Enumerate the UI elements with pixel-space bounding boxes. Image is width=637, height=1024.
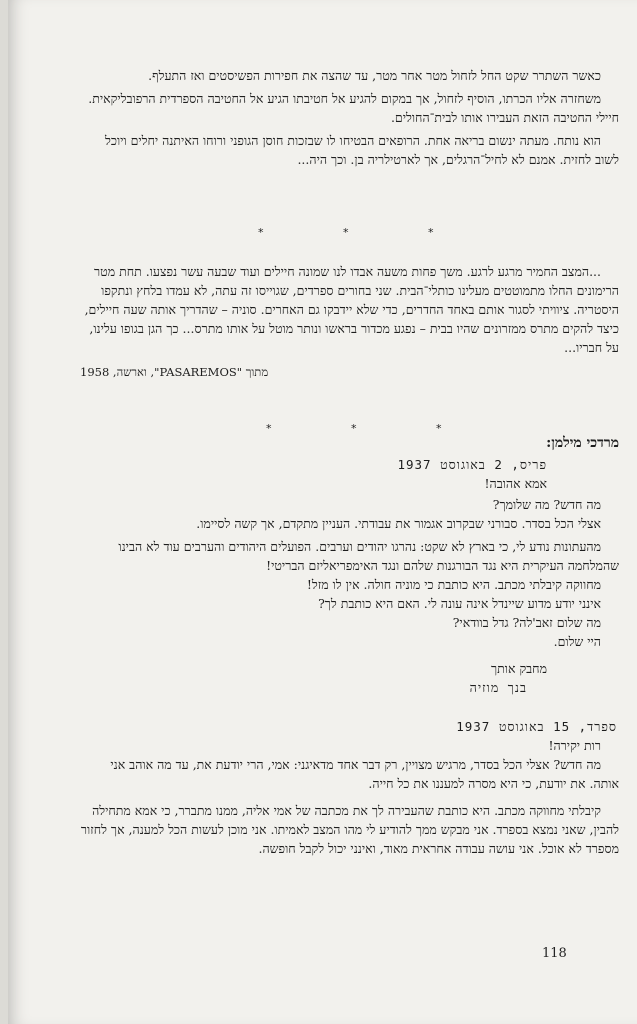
letter-line: מה חדש? אצלי הכל בסדר, מרגיש מצויין, רק דבר אחד מדאיגני: אמי, הרי יודעת את, עד מה אוהב אני אותה. את יודעת, כי היא מסרה למעננו את כל חייה. xyxy=(110,757,619,791)
letter-dateline: ספרד, 15 באוגוסט 1937 xyxy=(456,719,617,734)
section-divider: * * * xyxy=(258,226,472,239)
paragraph: כאשר השתרר שקט החל לזחול מטר אחר מטר, עד שהצה את חפירות הפשיסטים ואז התעלף. xyxy=(148,68,601,83)
letter-line: מה חדש? מה שלומך? xyxy=(492,497,601,512)
paragraph: משחזרה אליו הכרתו, הוסיף לזחול, אך במקום להגיע אל חטיבתו הגיע אל החטיבה הספרדית הרפובליקאית. חיילי החטיבה הזאת העבירו אותו לבית־החולים. xyxy=(88,91,619,125)
letter-closing: מחבק אותך xyxy=(491,661,547,676)
section-battle-excerpt xyxy=(80,262,619,382)
page-number: 118 xyxy=(542,946,567,961)
section-wounded-soldier xyxy=(80,66,619,169)
letter-dateline: פריס, 2 באוגוסט 1937 xyxy=(397,457,547,472)
author-heading: מרדכי מילמן: xyxy=(546,435,619,451)
letter-salutation: אמא אהובה! xyxy=(484,476,547,491)
book-page xyxy=(8,0,637,1024)
section-letters xyxy=(80,434,619,858)
letter-line: אינני יודע מדוע שיינדל אינה עונה לי. האם היא כותבת לך? xyxy=(318,596,601,611)
letter-line: מחווקה קיבלתי מכתב. היא כותבת כי מוניה חולה. אין לו מזל! xyxy=(306,577,601,592)
letter-line: היי שלום. xyxy=(553,634,601,649)
letter-line: מהעתונות נודע לי, כי בארץ לא שקט: נהרגו יהודים וערבים. הפועלים היהודים והערבים עוד לא הבינו שהמלחמה העיקרית היא נגד הבורגנות שלהם ונגד האימפריאליזם הבריטי! xyxy=(118,539,619,573)
paragraph: ...המצב החמיר מרגע לרגע. משך פחות משעה אבדו לנו שמונה חיילים ועוד שבעה עשר נפצעו. תחת מטר הרימונים החלו מתמוטטים מעלינו כותלי־הבית. שני בחורים ספרדים, שגוייסו זה עתה, לא עמדו בלחץ ונתקפו היסטריה. ציוויתי לסגור אותם באחד החדרים, כדי שלא יידבקו גם האחרים. סוניה – שהדריך אותה שעה חיילים, כיצד להקים מתרס ממזרונים שהיו בבית – נפגע מכדור בראשו ונותר מוטל על אותו מתרס... כך הגן בגופו עלינו, על חבריו... xyxy=(84,264,619,355)
section-divider: * * * xyxy=(266,422,480,435)
letter-line: אצלי הכל בסדר. סבורני שבקרוב אגמור את עבודתי. העניין מתקדם, אך קשה לסיימו. xyxy=(196,516,601,531)
letter-line: קיבלתי מחווקה מכתב. היא כותבת שהעבירה לך את מכתבה של אמי אליה, ממנו מתברר, כי אמא מתחילה להבין, שאני נמצא בספרד. אני מבקש ממך להודיע לי מהו המצב לאמיתו. אני מוכן לעשות הכל למענה, אך לחזור מספרד לא אוכל. אני עושה עבודה אחראית מאוד, ואינני יכול לקבל חופשה. xyxy=(80,803,619,856)
letter-salutation: רות יקירה! xyxy=(548,738,601,753)
letter-signature: בנך מוזיה xyxy=(469,680,527,695)
source-citation: מתוך "PASAREMOS", וארשה, 1958 xyxy=(80,365,269,379)
paragraph: הוא נותח. מעתה ינשום בריאה אחת. הרופאים הבטיחו לו שבזכות חוסן הגופני ורוחו האיתנה יחלים ויוכל לשוב לחזית. אמנם לא לחיל־הרגלים, אך לארטילריה בן. וכך היה... xyxy=(104,133,619,167)
letter-line: מה שלום זאב'לה? גדל בוודאי? xyxy=(452,615,601,630)
